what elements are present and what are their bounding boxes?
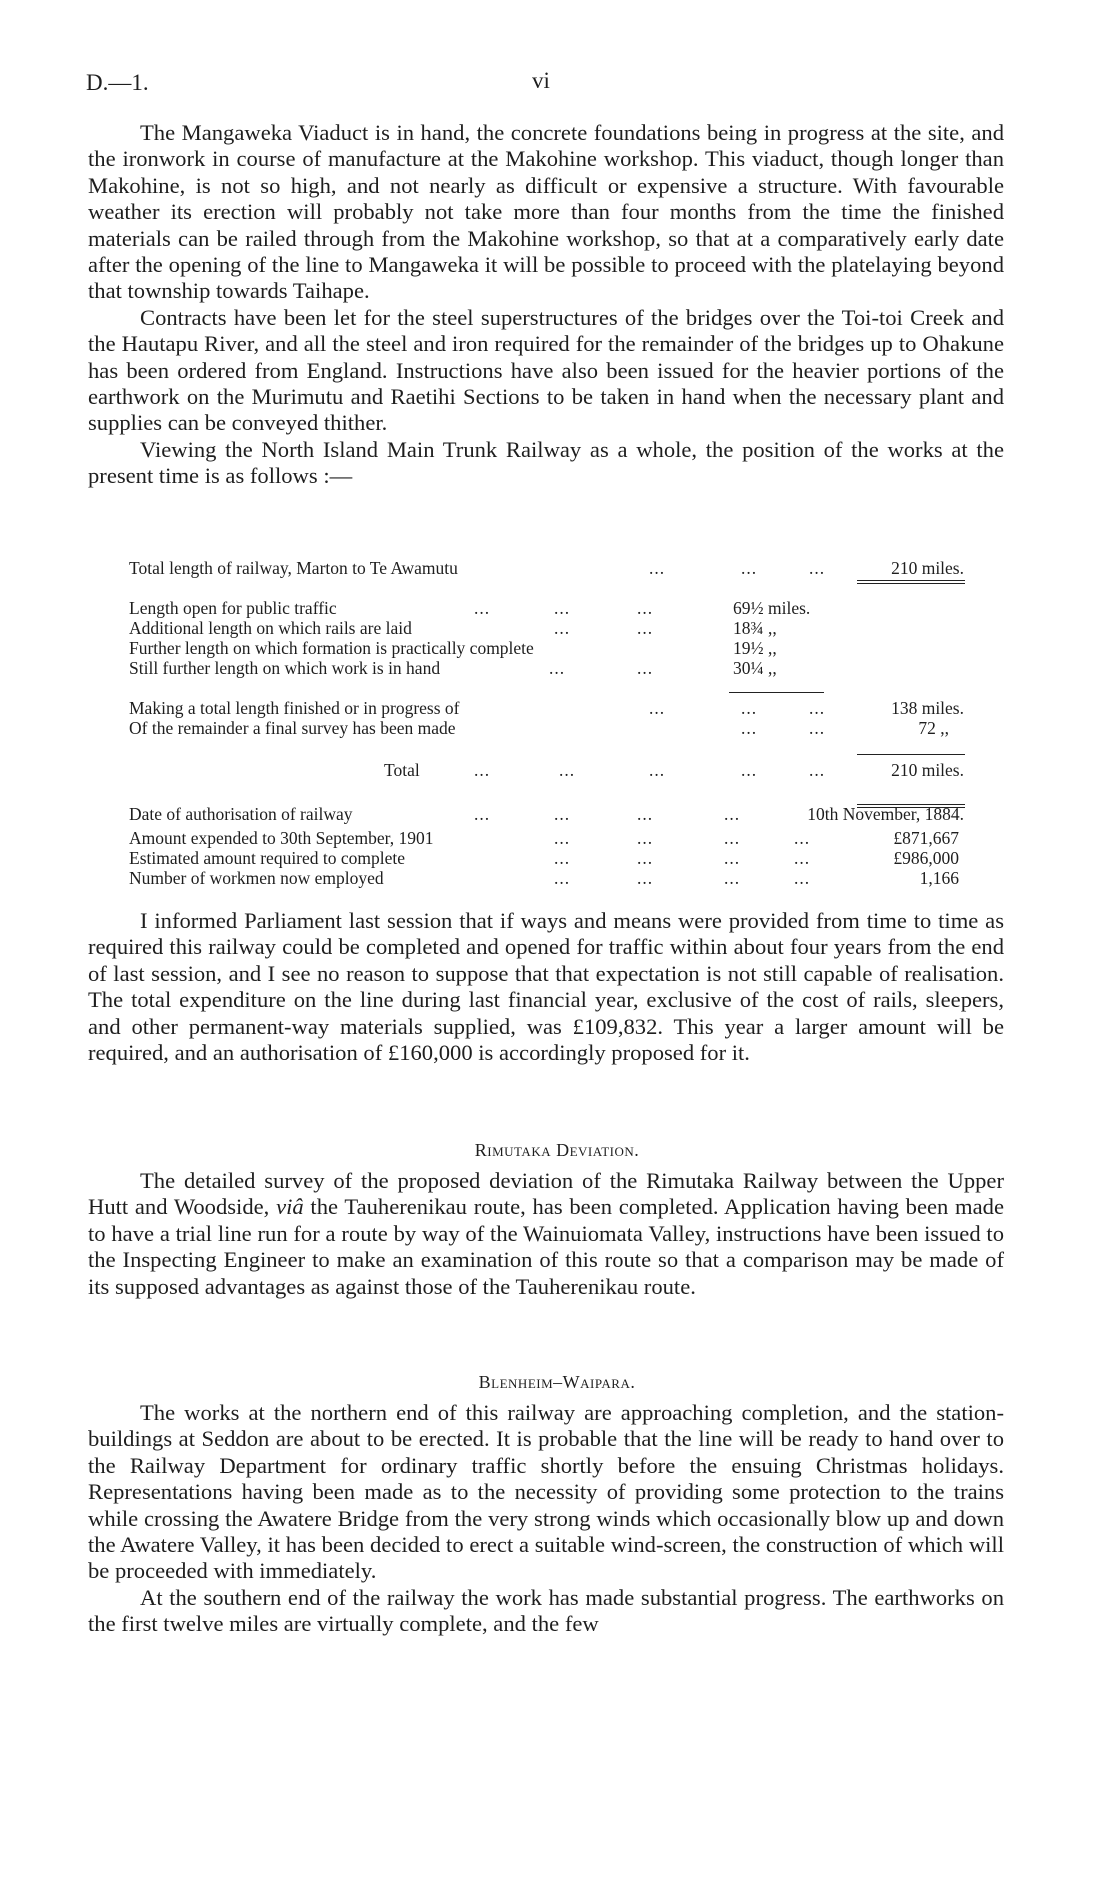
row-label: Total bbox=[384, 760, 420, 780]
row-value: 210 miles. bbox=[891, 760, 964, 780]
row-value: £871,667 bbox=[893, 828, 959, 848]
table-row: Length open for public traffic ... ... ... 69½ miles. bbox=[129, 598, 811, 618]
row-value: 69½ miles. bbox=[733, 598, 811, 618]
row-label: Additional length on which rails are laid bbox=[129, 618, 412, 638]
table-row bbox=[129, 638, 979, 658]
table-row: Additional length on which rails are laid ... ... 18¾ ,, bbox=[129, 618, 777, 638]
body-section-1 bbox=[88, 120, 1004, 490]
document-reference: D.—1. bbox=[86, 70, 149, 95]
table-row: Total length of railway, Marton to Te Awamutu ... ... ... 210 miles. bbox=[129, 558, 964, 578]
paragraph-viewing: Viewing the North Island Main Trunk Railway as a whole, the position of the works at the present time is as follows :— bbox=[88, 436, 1004, 489]
body-section-2 bbox=[88, 908, 1004, 1066]
row-value: 72 ,, bbox=[918, 718, 949, 738]
table-row: Number of workmen now employed ... ... ... ... 1,166 bbox=[129, 868, 959, 888]
paragraph-rimutaka: The detailed survey of the proposed deviation of the Rimutaka Railway between the Upper Hutt and Woodside, viâ the Tauherenikau route, has been completed. Application having been made to have a trial line run for a route by way of the Wainuiomata Valley, instructions have been issued to the Inspecting Engineer to make an examination of this route so that a comparison may be made of its supposed advantages as against those of the Tauherenikau route. bbox=[88, 1168, 1004, 1299]
row-value: 10th November, 1884. bbox=[807, 804, 964, 824]
paragraph-northern-end: The works at the northern end of this railway are approaching completion, and the station-buildings at Seddon are about to be erected. It is probable that the line will be ready to hand over to the Railway Department for ordinary traffic shortly before the ensuing Christmas holidays. Representations having been made as to the necessity of providing some protection to the trains while crossing the Awatere Bridge from the very strong winds which occasionally blow up and down the Awatere Valley, it has been decided to erect a suitable wind-screen, the construction of which will be proceeded with immediately. bbox=[88, 1400, 1004, 1584]
section-heading-rimutaka: Rimutaka Deviation. bbox=[474, 1140, 640, 1160]
row-label: Still further length on which work is in hand bbox=[129, 658, 441, 678]
row-value: £986,000 bbox=[893, 848, 959, 868]
table-row: Of the remainder a final survey has been made ... ... 72 ,, bbox=[129, 718, 949, 738]
paragraph-mangaweka: The Mangaweka Viaduct is in hand, the concrete foundations being in progress at the site, and the ironwork in course of manufacture at the Makohine workshop. This viaduct, though longer than Makohine, is not so high, and not nearly as difficult or expensive a structure. With favourable weather its erection will probably not take more than four months from the time the finished materials can be railed through from the Makohine workshop, so that at a comparatively early date after the opening of the line to Mangaweka it will be possible to proceed with the platelaying beyond that township towards Taihape. bbox=[88, 120, 1004, 304]
table-row: Still further length on which work is in hand ... ... 30¼ ,, bbox=[129, 658, 777, 678]
row-label: Amount expended to 30th September, 1901 bbox=[129, 828, 434, 848]
row-value: 18¾ ,, bbox=[733, 618, 777, 638]
row-value: 138 miles. bbox=[891, 698, 964, 718]
row-value: 1,166 bbox=[919, 868, 959, 888]
paragraph-southern-end: At the southern end of the railway the work has made substantial progress. The earthworks on the first twelve miles are virtually complete, and the few bbox=[88, 1584, 1004, 1637]
row-label: Date of authorisation of railway bbox=[129, 804, 353, 824]
row-label: Estimated amount required to complete bbox=[129, 848, 406, 868]
row-label: Length open for public traffic bbox=[129, 598, 337, 618]
paragraph-contracts: Contracts have been let for the steel superstructures of the bridges over the Toi-toi Creek and the Hautapu River, and all the steel and iron required for the remainder of the bridges up to Ohakune has been ordered from England. Instructions have also been issued for the heavier portions of the earthwork on the Murimutu and Raetihi Sections to be taken in hand when the necessary plant and supplies can be conveyed thither. bbox=[88, 304, 1004, 436]
table-row: Estimated amount required to complete ... ... ... ... £986,000 bbox=[129, 848, 959, 868]
row-value: 210 miles. bbox=[891, 558, 964, 578]
row-value: 19½ ,, bbox=[733, 638, 777, 658]
row-label: Number of workmen now employed bbox=[129, 868, 384, 888]
table-row: Amount expended to 30th September, 1901 ... ... ... ... £871,667 bbox=[129, 828, 959, 848]
row-label: Making a total length finished or in progress of bbox=[129, 698, 460, 718]
page-number: vi bbox=[532, 68, 550, 93]
row-label: Further length on which formation is practically complete bbox=[129, 638, 534, 658]
body-section-3 bbox=[88, 1168, 1004, 1300]
table-row: Making a total length finished or in progress of ... ... ... 138 miles. bbox=[129, 698, 964, 718]
table-row: Total ... ... ... ... ... 210 miles. bbox=[384, 760, 964, 780]
row-label: Of the remainder a final survey has been made bbox=[129, 718, 456, 738]
body-section-4 bbox=[88, 1400, 1004, 1638]
table-row: Date of authorisation of railway ... ... ... ... 10th November, 1884. bbox=[129, 804, 964, 824]
paragraph-parliament: I informed Parliament last session that if ways and means were provided from time to time as required this railway could be completed and opened for traffic within about four years from the end of last session, and I see no reason to suppose that that expectation is not still capable of realisation. The total expenditure on the line during last financial year, exclusive of the cost of rails, sleepers, and other permanent-way materials supplied, was £109,832. This year a larger amount will be required, and an authorisation of £160,000 is accordingly proposed for it. bbox=[88, 908, 1004, 1066]
row-value: 30¼ ,, bbox=[733, 658, 777, 678]
railway-statistics-table bbox=[129, 558, 979, 888]
section-heading-blenheim: Blenheim–Waipara. bbox=[478, 1372, 636, 1392]
row-label: Total length of railway, Marton to Te Awamutu bbox=[129, 558, 458, 578]
